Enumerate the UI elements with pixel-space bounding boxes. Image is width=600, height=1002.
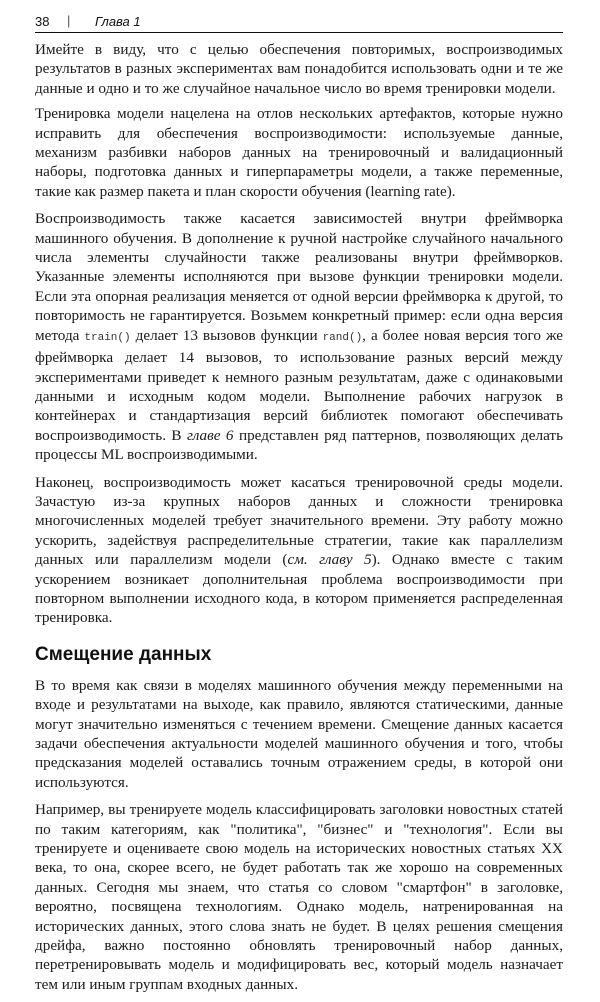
text-run: представлен ряд паттернов, позволяющих делать процессы ML воспроизводимыми. — [35, 426, 563, 464]
page-body — [35, 40, 563, 1002]
paragraph-seed-note: Имейте в виду, что с целью обеспечения повторимых, воспроизводимых результатов в разных экспериментах вам понадобится использовать одни и те же данные и одно и то же случайное начальное число во время тренировки модели. — [35, 41, 563, 97]
running-head — [35, 10, 563, 33]
text-run: делает 13 вызовов функции — [130, 326, 323, 344]
header-separator: | — [67, 13, 71, 28]
paragraph-data-drift-intro: В то время как связи в моделях машинного обучения между переменными на входе и результатами на выходе, как правило, являются статическими, данные могут значительно изменяться с течением времени. Смещение данных касается задачи обеспечения актуальности моделей машинного обучения и того, чтобы предсказания моделей оставались точным отражением среды, в которой они используются. — [35, 676, 563, 791]
inline-code-train: train() — [84, 331, 131, 344]
text-run: Воспроизводимость также касается зависимостей внутри фреймворка машинного обучения. В дополнение к ручной настройке случайного начального числа элементы случайности также реализованы внутри фреймворков. Указанные элементы исполняются при вызове функции тренировки модели. Если эта опорная реализация меняется от одной версии фреймворка к другой, то повторимость не гарантируется. Возьмем конкретный пример: если одна версия метода — [35, 210, 563, 344]
text-run: , а более новая версия того же фреймворка делает 14 вызовов, то использование разных версий между экспериментами приведет к немного разным результатам, даже с одинаковыми данными и исходным кодом модели. Выполнение рабочих нагрузок в контейнерах и стандартизация версий библиотек помогают обеспечивать воспроизводимость. В — [35, 326, 563, 444]
chapter-title: Глава 1 — [95, 14, 141, 29]
paragraph-data-drift-example: Например, вы тренируете модель классифицировать заголовки новостных статей по таким категориям, как "политика", "бизнес" и "технология". Если вы тренируете и оцениваете свою модель на исторических новостных статьях XX века, то она, скорее всего, не будет работать так же хорошо на современных данных. Сегодня мы знаем, что статья со словом "смартфон" в заголовке, вероятно, посвящена технологиям. Однако модель, натренированная на исторических данных, этого слова знать не будет. В целях решения смещения дрейфа, важно постоянно обновлять тренировочный набор данных, перетренировывать модель и модифицировать вес, который модель назначает тем или иным группам входных данных. — [35, 801, 563, 993]
chapter-reference: см. главу 5 — [287, 551, 372, 569]
page-number: 38 — [35, 14, 50, 29]
paragraph-training-environment — [35, 473, 563, 628]
chapter-reference: главе 6 — [187, 426, 234, 444]
text-run: ). Однако вместе с таким ускорением возникает дополнительная проблема воспроизводимости при повторном выполнении исходного кода, в котором применяется распределенная тренировка. — [35, 551, 563, 627]
paragraph-framework-dependencies — [35, 209, 563, 464]
paragraph-training-artifacts: Тренировка модели нацелена на отлов нескольких артефактов, которые нужно исправить для обеспечения воспроизводимости: используемые данные, механизм разбивки наборов данных на тренировочный и валидационный наборы, подготовка данных и гиперпараметры модели, а также переменные, такие как размер пакета и план скорости обучения (learning rate). — [35, 105, 563, 200]
text-run: Наконец, воспроизводимость может касаться тренировочной среды модели. Зачастую из-за крупных наборов данных и сложности тренировка многочисленных моделей требует значительного времени. Эту работу можно ускорить, задействуя распределительные стратегии, такие как параллелизм данных или параллелизм модели ( — [35, 473, 563, 569]
inline-code-rand: rand() — [322, 331, 363, 344]
section-heading: Смещение данных — [35, 643, 212, 665]
